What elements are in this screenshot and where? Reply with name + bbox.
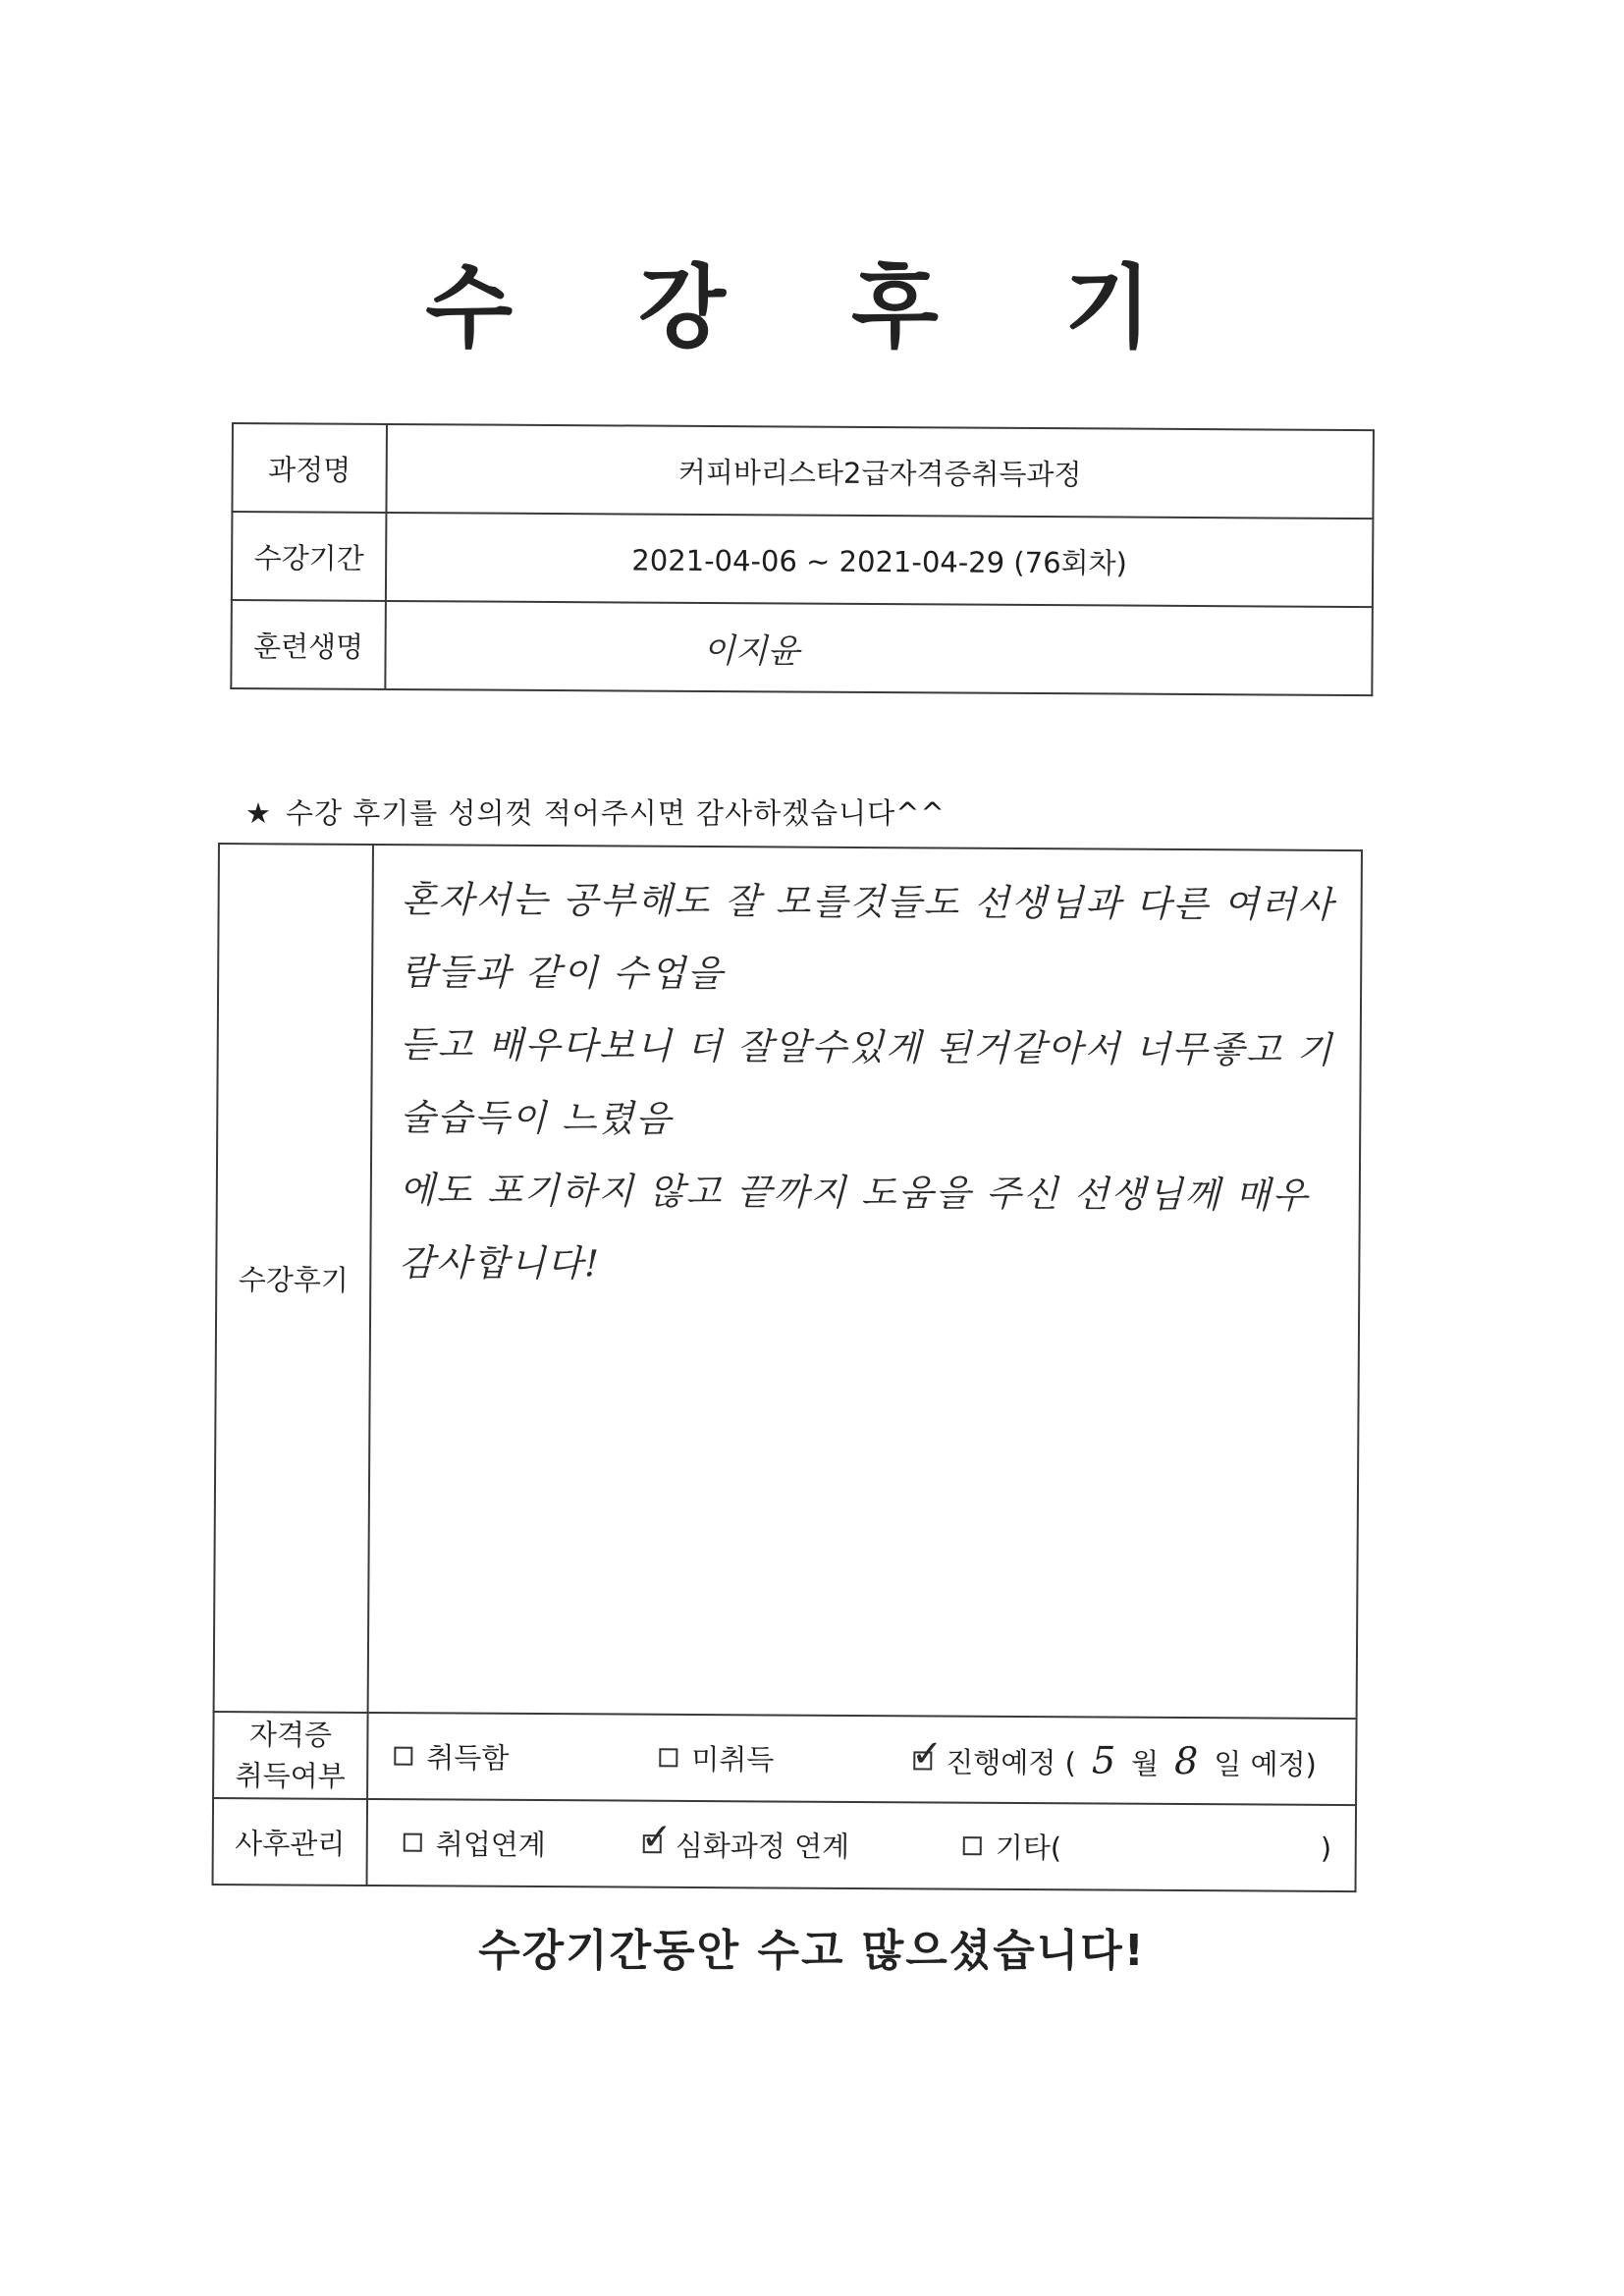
course-value: 커피바리스타2급자격증취득과정	[386, 424, 1374, 519]
check-icon: ✓	[911, 1731, 944, 1776]
option-acquired[interactable]	[394, 1736, 509, 1777]
closing-message: 수강기간동안 수고 많으셨습니다!	[478, 1926, 1146, 1976]
option-other[interactable]	[963, 1826, 1062, 1867]
review-text-handwritten	[371, 846, 1361, 1305]
option-planned[interactable]	[911, 1731, 1317, 1783]
notice-text: 수강 후기를 성의껏 적어주시면 감사하겠습니다^^	[286, 796, 946, 830]
course-label: 과정명	[232, 423, 387, 513]
aftercare-options	[367, 1799, 1357, 1891]
checkbox-planned[interactable]	[911, 1731, 944, 1776]
month-unit: 월	[1130, 1746, 1160, 1780]
review-line: 에도 포기하지 않고 끝까지 도움을 주신 선생님께 매우 감사합니다!	[399, 1169, 1310, 1285]
checkbox-job[interactable]	[404, 1833, 422, 1852]
aftercare-row	[213, 1798, 1357, 1891]
aftercare-label: 사후관리	[213, 1798, 368, 1886]
planned-day: 8	[1173, 1738, 1199, 1783]
option-advanced-label: 심화과정 연계	[675, 1829, 850, 1864]
planned-month: 5	[1091, 1738, 1116, 1782]
review-row	[214, 844, 1362, 1719]
course-info-table	[230, 422, 1375, 696]
certificate-options	[367, 1713, 1357, 1805]
certificate-label-line1: 자격증	[248, 1718, 333, 1752]
checkbox-not-acquired[interactable]	[659, 1748, 677, 1767]
option-planned-label: 진행예정 (	[946, 1745, 1076, 1780]
option-job[interactable]	[404, 1823, 546, 1864]
course-row	[232, 423, 1374, 519]
option-advanced[interactable]	[640, 1815, 850, 1865]
checkbox-other[interactable]	[963, 1836, 982, 1855]
option-job-label: 취업연계	[435, 1827, 546, 1862]
document-title: 수 강 후 기	[425, 255, 1199, 360]
review-body	[368, 845, 1362, 1719]
option-other-label: 기타(	[995, 1831, 1062, 1865]
trainee-row	[231, 600, 1373, 695]
period-row	[232, 512, 1374, 607]
checkbox-acquired[interactable]	[394, 1747, 412, 1766]
trainee-label: 훈련생명	[231, 600, 386, 689]
review-line: 혼자서는 공부해도 잘 모를것들도 선생님과 다른 여러사람들과 같이 수업을	[401, 878, 1335, 996]
option-not-acquired-label: 미취득	[691, 1742, 775, 1777]
star-icon: ★	[245, 796, 272, 830]
review-label: 수강후기	[214, 844, 373, 1713]
certificate-label	[213, 1712, 368, 1799]
trainee-cell	[385, 601, 1373, 695]
check-icon: ✓	[640, 1815, 673, 1859]
option-acquired-label: 취득함	[426, 1740, 510, 1776]
trainee-name-handwritten: 이지윤	[702, 630, 800, 672]
notice-line	[245, 792, 946, 832]
review-line: 듣고 배우다보니 더 잘알수있게 된거같아서 너무좋고 기술습득이 느렸음	[400, 1023, 1334, 1140]
certificate-row	[213, 1712, 1357, 1805]
option-not-acquired[interactable]	[659, 1737, 774, 1778]
review-table	[212, 843, 1363, 1892]
option-other-close: )	[1320, 1831, 1332, 1865]
day-unit: 일 예정)	[1214, 1747, 1317, 1781]
certificate-label-line2: 취득여부	[235, 1759, 346, 1793]
checkbox-advanced[interactable]	[640, 1815, 673, 1859]
period-value: 2021-04-06 ~ 2021-04-29 (76회차)	[386, 513, 1374, 607]
period-label: 수강기간	[232, 512, 387, 601]
